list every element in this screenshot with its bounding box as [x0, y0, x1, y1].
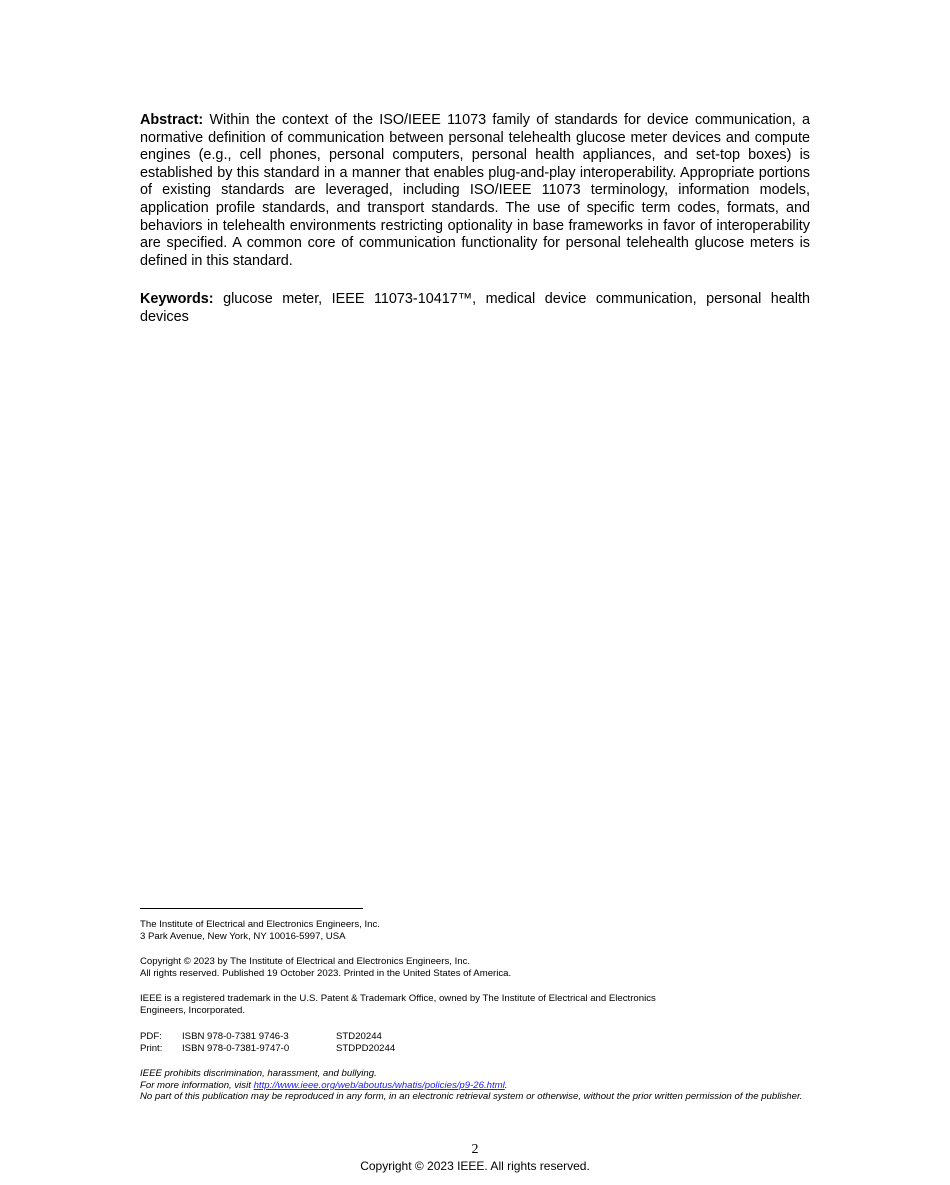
abstract-text: Within the context of the ISO/IEEE 11073 family of standards for device communication, a normative definition of communication between personal telehealth glucose meter devices and compute engines (e.g., cell phones, personal computers, personal health appliances, and set-top boxes) is established by this standard in a manner that enables plug-and-play interoperability. Appropriate portions of existing standards are leveraged, including ISO/IEEE 11073 terminology, information models, application profile standards, and transport standards. The use of specific term codes, formats, and behaviors in telehealth environments restricting optionality in base frameworks in favor of interoperability are specified. A common core of communication functionality for personal telehealth glucose meters is defined in this standard. [140, 112, 811, 269]
info-line [140, 1080, 812, 1092]
policy-link[interactable]: http://www.ieee.org/web/aboutus/whatis/policies/p9-26.html [253, 1079, 505, 1091]
keywords-text: glucose meter, IEEE 11073-10417™, medical device communication, personal health devices [140, 291, 811, 325]
isbn-code: STD20244 [336, 1031, 382, 1042]
publisher-address: 3 Park Avenue, New York, NY 10016-5997, USA [140, 930, 346, 942]
isbn-block [140, 1031, 812, 1054]
keywords-paragraph [140, 291, 810, 326]
trademark-line-2: Engineers, Incorporated. [140, 1004, 246, 1016]
isbn-row-pdf [140, 1031, 812, 1043]
abstract-paragraph [140, 112, 810, 270]
info-suffix: . [504, 1079, 508, 1091]
page-number: 2 [471, 1142, 479, 1157]
isbn-number: ISBN 978-0-7381 9746-3 [182, 1031, 289, 1042]
isbn-row-print [140, 1043, 812, 1055]
publisher-name: The Institute of Electrical and Electronics Engineers, Inc. [140, 919, 380, 930]
page-footer-copyright: Copyright © 2023 IEEE. All rights reserved. [360, 1159, 590, 1173]
rights-line: All rights reserved. Published 19 October 2023. Printed in the United States of America. [140, 967, 512, 979]
abstract-label: Abstract: [140, 112, 204, 128]
trademark-block [140, 993, 812, 1016]
trademark-line-1: IEEE is a registered trademark in the U.S. Patent & Trademark Office, owned by The Institute of Electrical and Electronics [140, 993, 656, 1004]
publisher-block [140, 919, 812, 942]
isbn-code: STDPD20244 [336, 1042, 396, 1054]
info-prefix: For more information, visit [140, 1079, 254, 1091]
footnote-divider [140, 908, 363, 909]
isbn-format: Print: [140, 1042, 163, 1054]
isbn-format: PDF: [140, 1031, 162, 1042]
copyright-block [140, 956, 812, 979]
isbn-number: ISBN 978-0-7381-9747-0 [182, 1042, 290, 1054]
keywords-label: Keywords: [140, 291, 214, 307]
policy-block [140, 1068, 812, 1103]
copyright-line: Copyright © 2023 by The Institute of Electrical and Electronics Engineers, Inc. [140, 956, 471, 967]
policy-line: IEEE prohibits discrimination, harassment, and bullying. [140, 1068, 377, 1079]
reproduction-notice: No part of this publication may be reproduced in any form, in an electronic retrieval system or otherwise, without the prior written permission of the publisher. [140, 1091, 803, 1103]
